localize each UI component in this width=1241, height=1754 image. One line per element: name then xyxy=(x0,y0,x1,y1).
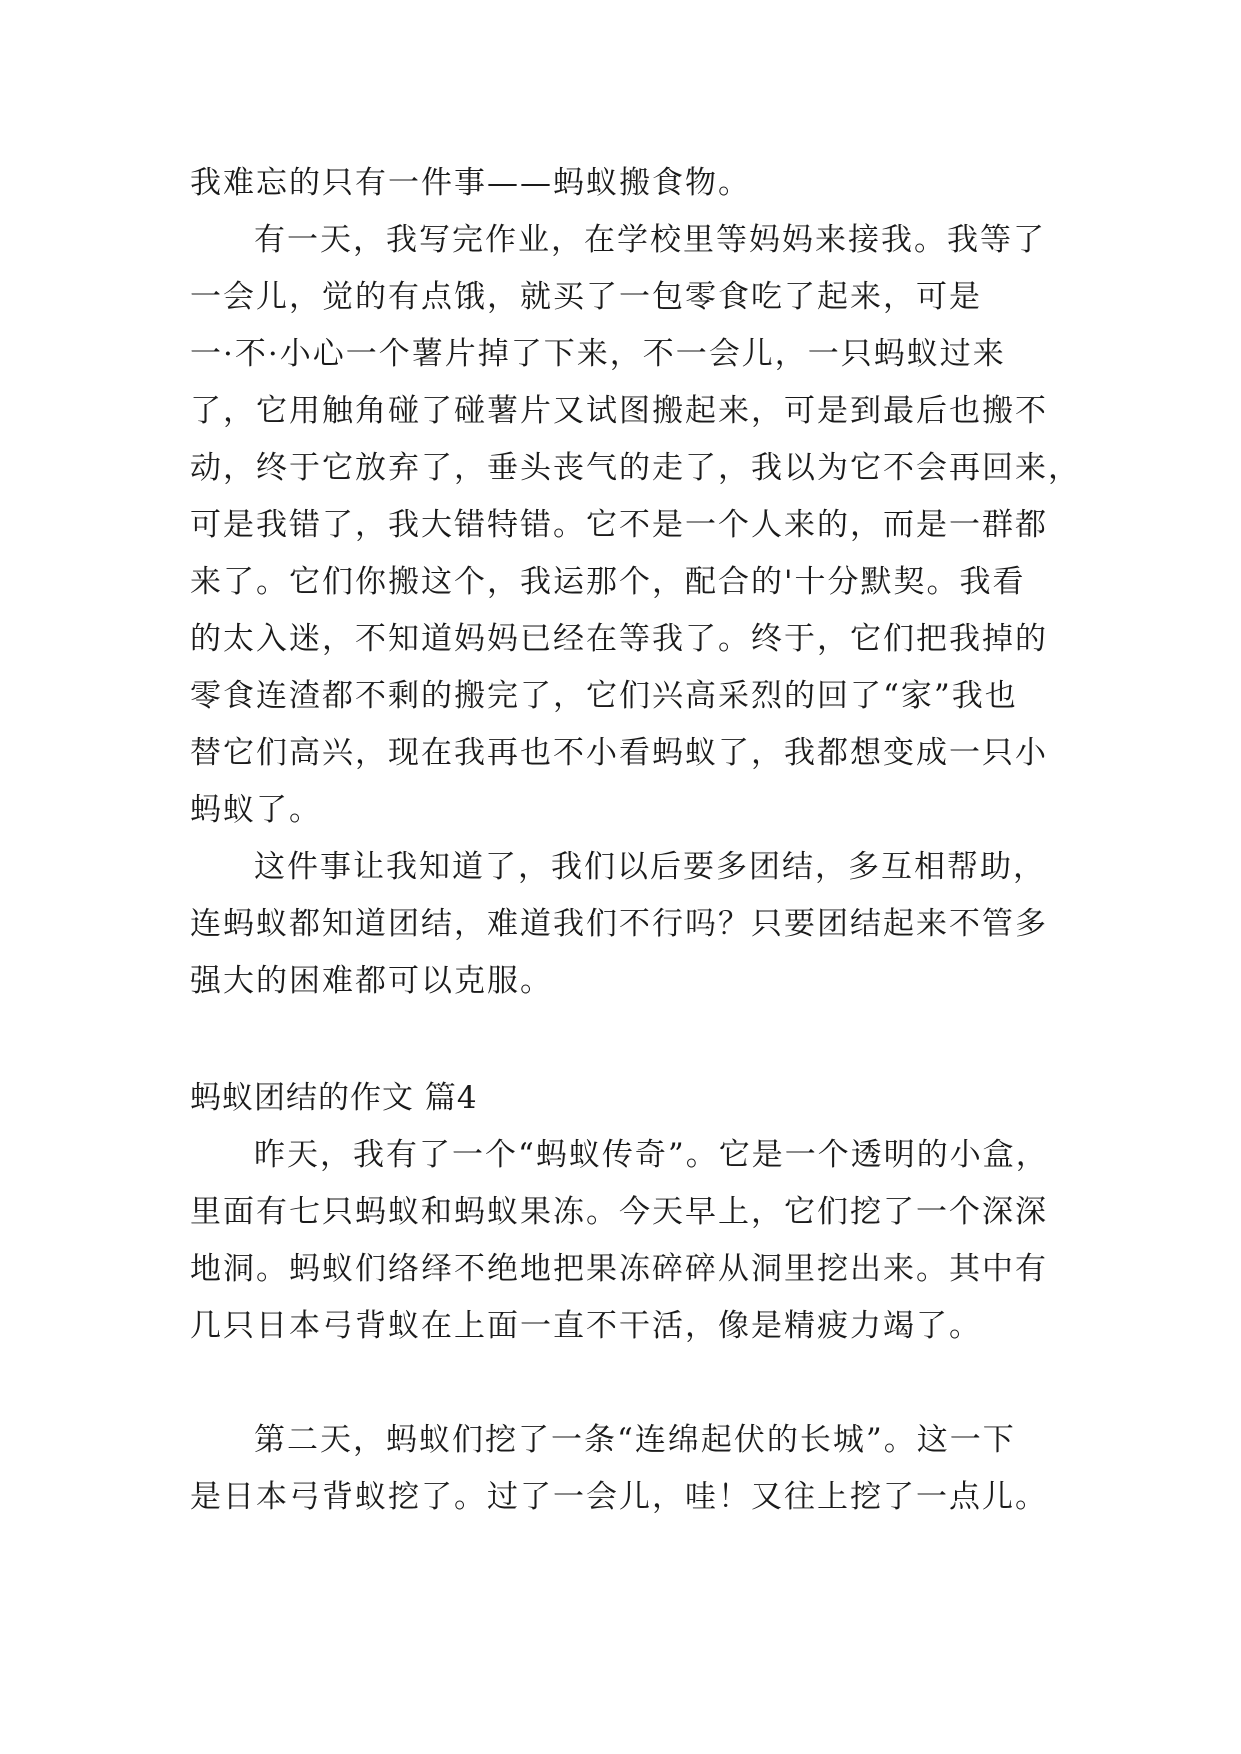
paragraph-line: 蚂蚁了。 xyxy=(190,792,322,828)
paragraph-line: 来了。它们你搬这个，我运那个，配合的'十分默契。我看 xyxy=(190,564,1026,600)
paragraph-line: 昨天，我有了一个“蚂蚁传奇”。它是一个透明的小盒， xyxy=(254,1137,1049,1173)
paragraph-line: 一会儿，觉的有点饿，就买了一包零食吃了起来，可是 xyxy=(190,279,982,315)
paragraph-line: 这件事让我知道了，我们以后要多团结，多互相帮助， xyxy=(254,849,1046,885)
paragraph-line: 强大的困难都可以克服。 xyxy=(190,963,553,999)
section-heading: 蚂蚁团结的作文 篇4 xyxy=(190,1080,478,1116)
paragraph-line: 了，它用触角碰了碰薯片又试图搬起来，可是到最后也搬不 xyxy=(190,393,1048,429)
paragraph-line: 地洞。蚂蚁们络绎不绝地把果冻碎碎从洞里挖出来。其中有 xyxy=(190,1251,1048,1287)
paragraph-line: 的太入迷，不知道妈妈已经在等我了。终于，它们把我掉的 xyxy=(190,621,1048,657)
paragraph-line: 可是我错了，我大错特错。它不是一个人来的，而是一群都 xyxy=(190,507,1048,543)
paragraph-line: 是日本弓背蚁挖了。过了一会儿，哇！又往上挖了一点儿。 xyxy=(190,1479,1048,1515)
paragraph-line: 几只日本弓背蚁在上面一直不干活，像是精疲力竭了。 xyxy=(190,1308,982,1344)
paragraph-line: 里面有七只蚂蚁和蚂蚁果冻。今天早上，它们挖了一个深深 xyxy=(190,1194,1048,1230)
paragraph-line: 动，终于它放弃了，垂头丧气的走了，我以为它不会再回来， xyxy=(190,450,1081,486)
paragraph-line: 一·不·小心一个薯片掉了下来，不一会儿，一只蚂蚁过来 xyxy=(190,336,1006,372)
paragraph-line: 连蚂蚁都知道团结，难道我们不行吗？只要团结起来不管多 xyxy=(190,906,1048,942)
paragraph-line: 零食连渣都不剩的搬完了，它们兴高采烈的回了“家”我也 xyxy=(190,678,1018,714)
paragraph-line: 第二天，蚂蚁们挖了一条“连绵起伏的长城”。这一下 xyxy=(254,1422,1016,1458)
paragraph-line: 有一天，我写完作业，在学校里等妈妈来接我。我等了 xyxy=(254,222,1046,258)
paragraph-line: 替它们高兴，现在我再也不小看蚂蚁了，我都想变成一只小 xyxy=(190,735,1048,771)
paragraph-line: 我难忘的只有一件事——蚂蚁搬食物。 xyxy=(190,165,751,201)
